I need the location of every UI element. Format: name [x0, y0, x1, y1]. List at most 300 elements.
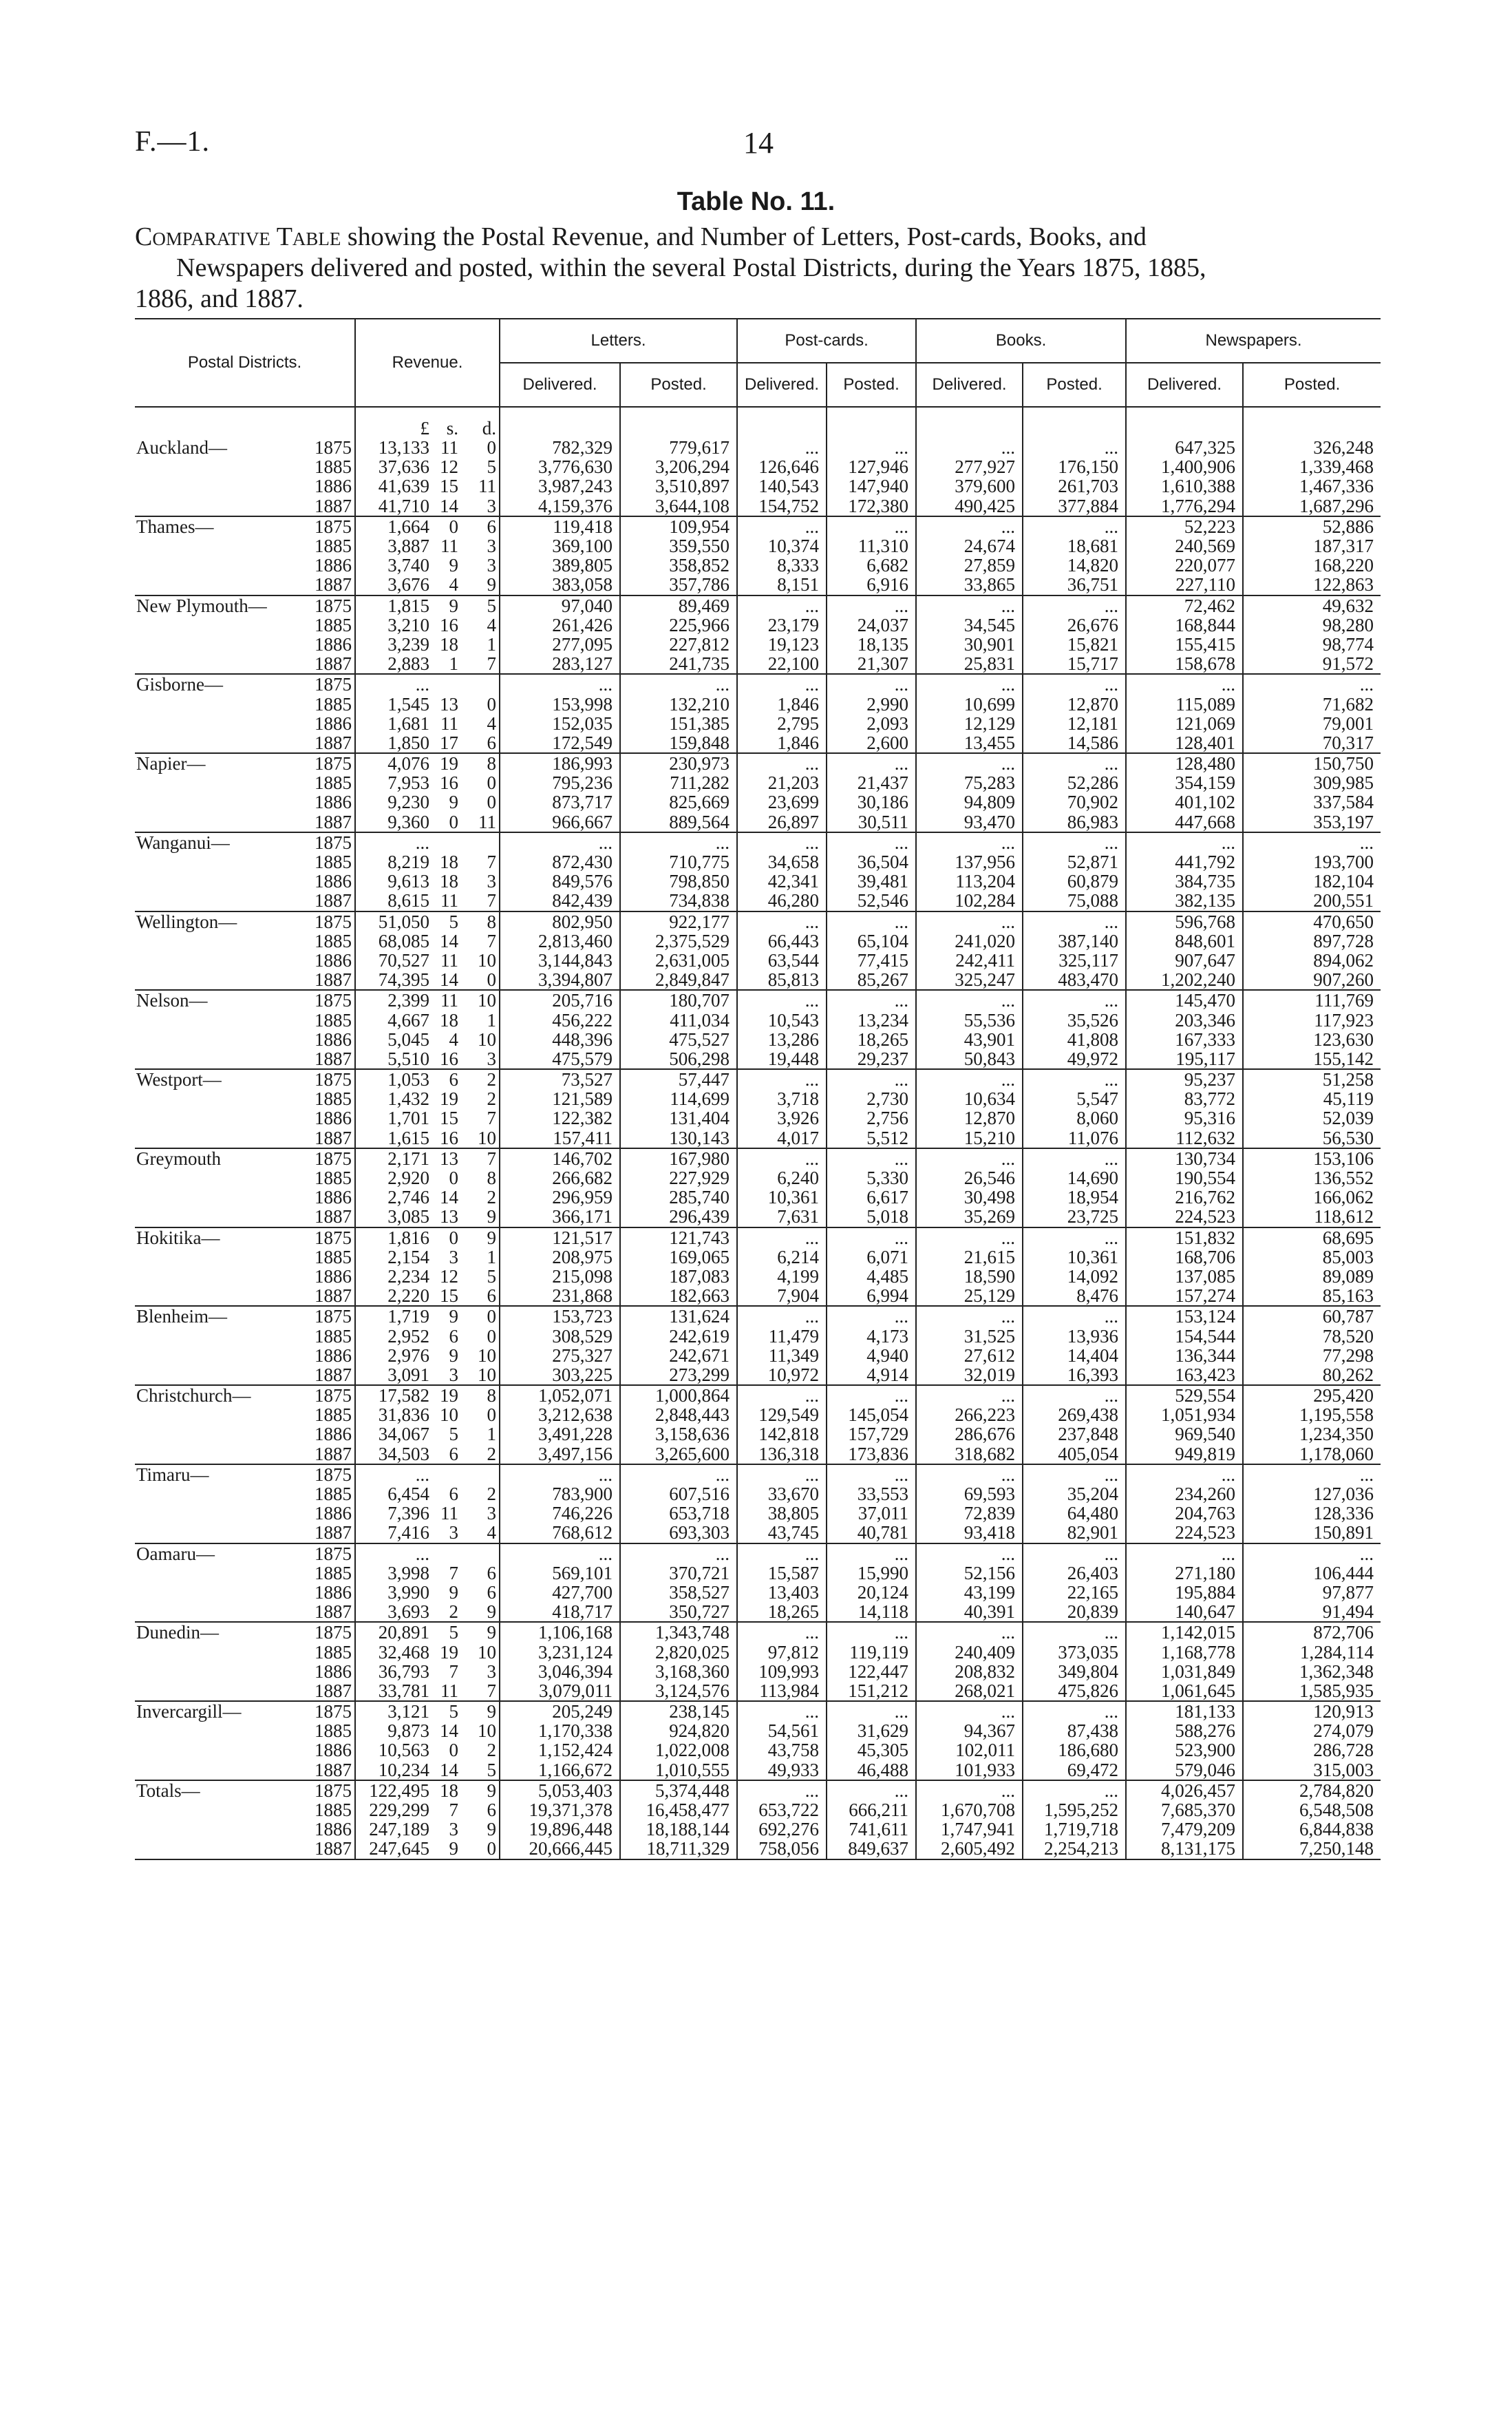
letters-delivered-cell: ... [500, 1464, 620, 1484]
letters-posted-cell: 187,083 [620, 1267, 737, 1286]
newspapers-posted-cell: 1,687,296 [1243, 496, 1381, 516]
newspapers-posted-cell: 326,248 [1243, 438, 1381, 457]
newspapers-posted-cell: 106,444 [1243, 1563, 1381, 1583]
year-cell: 1887 [300, 1128, 355, 1148]
year-cell: 1885 [315, 1404, 352, 1426]
district-name: Thames— [136, 516, 214, 537]
books-delivered-cell: 93,418 [916, 1523, 1023, 1543]
letters-posted-cell: 370,721 [620, 1563, 737, 1583]
revenue-pence-cell: 2 [487, 1088, 497, 1110]
books-posted-cell: ... [1023, 1622, 1126, 1642]
revenue-pounds-cell: 2,220 [355, 1286, 431, 1306]
revenue-pounds-cell: 2,154 [355, 1247, 431, 1267]
books-posted-cell: 12,181 [1023, 714, 1126, 733]
postcards-posted-cell: 173,836 [827, 1444, 916, 1464]
table-row [135, 714, 1381, 733]
table-row [135, 654, 1381, 674]
books-delivered-cell: 40,391 [916, 1602, 1023, 1622]
newspapers-posted-cell: 68,695 [1243, 1227, 1381, 1247]
district-cell [135, 1247, 300, 1267]
table-row [135, 1839, 1381, 1859]
postcards-delivered-cell: 97,812 [737, 1642, 827, 1661]
newspapers-posted-cell: 78,520 [1243, 1326, 1381, 1345]
postcards-delivered-cell: 692,276 [737, 1820, 827, 1839]
revenue-pence-cell: 0 [458, 970, 500, 990]
revenue-pence-cell: 9 [458, 1602, 500, 1622]
revenue-shillings-cell: 12 [440, 1265, 458, 1287]
books-delivered-cell: 490,425 [916, 496, 1023, 516]
books-delivered-cell: ... [916, 1464, 1023, 1484]
letters-posted-cell: 734,838 [620, 891, 737, 911]
revenue-pence-cell: 4 [458, 1523, 500, 1543]
year-cell: 1875 [315, 911, 352, 932]
letters-posted-cell: 653,718 [620, 1504, 737, 1523]
letters-posted-cell: 131,624 [620, 1306, 737, 1326]
books-posted-cell: 1,719,718 [1023, 1820, 1126, 1839]
revenue-shillings-cell: 14 [431, 496, 458, 516]
year-cell: 1886 [315, 1265, 352, 1287]
revenue-shillings-cell: 15 [440, 1108, 458, 1129]
postcards-posted-cell: 65,104 [827, 931, 916, 951]
header-postal-districts: Postal Districts. [135, 319, 355, 407]
newspapers-delivered-cell: 401,102 [1126, 792, 1243, 812]
revenue-pounds-cell: 5,045 [355, 1030, 431, 1049]
postcards-posted-cell: 2,600 [827, 733, 916, 753]
books-posted-cell: 52,871 [1023, 852, 1126, 872]
district-cell [135, 1523, 300, 1543]
year-cell: 1885 [315, 1641, 352, 1663]
newspapers-posted-cell: 71,682 [1243, 694, 1381, 713]
postcards-posted-cell: 4,173 [827, 1326, 916, 1345]
letters-delivered-cell: 1,152,424 [500, 1740, 620, 1760]
newspapers-posted-cell: 2,784,820 [1243, 1780, 1381, 1800]
revenue-shillings-cell: 14 [440, 1187, 458, 1208]
books-delivered-cell: 1,670,708 [916, 1800, 1023, 1820]
district-cell [135, 1010, 300, 1029]
table-row [135, 1444, 1381, 1464]
year-cell: 1885 [315, 614, 352, 635]
table-row [135, 1247, 1381, 1267]
revenue-pounds-cell: 1,432 [355, 1089, 431, 1108]
newspapers-posted-cell: 7,250,148 [1243, 1839, 1381, 1859]
letters-posted-cell: 2,848,443 [620, 1405, 737, 1424]
newspapers-delivered-cell: 4,026,457 [1126, 1780, 1243, 1800]
revenue-pence-cell: 7 [487, 852, 497, 873]
table-row [135, 674, 1381, 694]
letters-posted-cell: 3,158,636 [620, 1424, 737, 1444]
newspapers-delivered-cell: 154,544 [1126, 1326, 1243, 1345]
district-cell [135, 1365, 300, 1385]
books-delivered-cell: 102,284 [916, 891, 1023, 911]
table-row [135, 556, 1381, 575]
revenue-pence-cell: 5 [487, 595, 497, 616]
revenue-shillings-cell: 9 [449, 595, 458, 616]
books-delivered-cell: 31,525 [916, 1326, 1023, 1345]
postcards-posted-cell: 20,124 [827, 1583, 916, 1602]
year-cell: 1885 [315, 930, 352, 951]
letters-delivered-cell: 783,900 [500, 1484, 620, 1504]
postcards-delivered-cell: 26,897 [737, 812, 827, 832]
postcards-delivered-cell: ... [737, 595, 827, 615]
district-name: Totals— [136, 1780, 200, 1801]
books-delivered-cell: ... [916, 990, 1023, 1010]
revenue-pounds-cell: 9,873 [355, 1721, 431, 1740]
table-row [135, 635, 1381, 654]
revenue-pence-cell: 10 [478, 990, 497, 1011]
newspapers-delivered-cell: 1,051,934 [1126, 1405, 1243, 1424]
books-posted-cell: 14,404 [1023, 1346, 1126, 1365]
books-delivered-cell: 24,674 [916, 536, 1023, 556]
letters-posted-cell: 121,743 [620, 1227, 737, 1247]
letters-posted-cell: 1,343,748 [620, 1622, 737, 1642]
revenue-pence-cell: 9 [487, 1819, 497, 1840]
postcards-delivered-cell: 1,846 [737, 694, 827, 713]
district-cell [135, 476, 300, 496]
revenue-pence-cell: 5 [458, 1760, 500, 1780]
header-newspapers-posted: Posted. [1243, 363, 1381, 407]
postcards-delivered-cell: ... [737, 438, 827, 457]
revenue-pounds-cell: 122,495 [355, 1780, 431, 1800]
table-row [135, 595, 1381, 615]
postcards-posted-cell: 6,617 [827, 1188, 916, 1207]
letters-delivered-cell: 3,144,843 [500, 951, 620, 970]
newspapers-posted-cell: 353,197 [1243, 812, 1381, 832]
newspapers-posted-cell: 309,985 [1243, 773, 1381, 792]
revenue-pounds-cell: 41,710 [355, 496, 431, 516]
letters-delivered-cell: 3,987,243 [500, 476, 620, 496]
year-cell: 1886 [315, 1108, 352, 1129]
revenue-pounds-cell: 2,883 [355, 654, 431, 674]
unit-pounds: £ [355, 407, 431, 438]
revenue-shillings-cell [431, 1543, 458, 1563]
revenue-pence-cell [458, 832, 500, 852]
header-books-delivered: Delivered. [916, 363, 1023, 407]
books-posted-cell: 86,983 [1023, 812, 1126, 832]
revenue-shillings-cell: 11 [440, 536, 458, 557]
revenue-pence-cell: 7 [458, 891, 500, 911]
district-cell [135, 1267, 300, 1286]
postcards-delivered-cell: 7,631 [737, 1207, 827, 1227]
letters-delivered-cell: 121,589 [500, 1089, 620, 1108]
newspapers-delivered-cell: 354,159 [1126, 773, 1243, 792]
table-row [135, 1484, 1381, 1504]
newspapers-posted-cell: 1,467,336 [1243, 476, 1381, 496]
letters-posted-cell: 230,973 [620, 753, 737, 773]
postcards-delivered-cell: 66,443 [737, 931, 827, 951]
postcards-delivered-cell: 11,479 [737, 1326, 827, 1345]
letters-posted-cell: 710,775 [620, 852, 737, 872]
books-posted-cell: 87,438 [1023, 1721, 1126, 1740]
books-posted-cell: ... [1023, 516, 1126, 536]
letters-delivered-cell: 872,430 [500, 852, 620, 872]
letters-posted-cell: 167,980 [620, 1148, 737, 1168]
postcards-posted-cell: 18,135 [827, 635, 916, 654]
revenue-pence-cell: 0 [458, 1839, 500, 1859]
revenue-shillings-cell: 0 [431, 812, 458, 832]
district-cell [135, 457, 300, 476]
year-cell: 1885 [315, 1246, 352, 1267]
revenue-pence-cell: 9 [487, 1701, 497, 1722]
books-delivered-cell: 10,634 [916, 1089, 1023, 1108]
postcards-delivered-cell: 18,265 [737, 1602, 827, 1622]
letters-posted-cell: 358,527 [620, 1583, 737, 1602]
revenue-shillings-cell: 18 [440, 1780, 458, 1801]
books-delivered-cell: 277,927 [916, 457, 1023, 476]
revenue-pounds-cell: 3,887 [355, 536, 431, 556]
revenue-pence-cell: 6 [458, 1286, 500, 1306]
postcards-posted-cell: ... [827, 1385, 916, 1405]
letters-delivered-cell: 308,529 [500, 1326, 620, 1345]
year-cell: 1886 [315, 792, 352, 813]
revenue-shillings-cell: 0 [449, 516, 458, 537]
year-cell: 1885 [315, 772, 352, 794]
year-cell: 1887 [300, 1365, 355, 1385]
revenue-pounds-cell: ... [355, 1543, 431, 1563]
postcards-posted-cell: ... [827, 1464, 916, 1484]
year-cell: 1886 [315, 1660, 352, 1682]
letters-delivered-cell: 277,095 [500, 635, 620, 654]
year-cell: 1875 [315, 1543, 352, 1564]
books-delivered-cell: 27,859 [916, 556, 1023, 575]
letters-posted-cell: 411,034 [620, 1010, 737, 1029]
district-cell [135, 931, 300, 951]
year-cell: 1887 [300, 891, 355, 911]
revenue-pence-cell: 6 [487, 1581, 497, 1603]
letters-posted-cell: 798,850 [620, 872, 737, 891]
table-row [135, 1681, 1381, 1701]
postcards-delivered-cell: 43,758 [737, 1740, 827, 1760]
postcards-posted-cell: 741,611 [827, 1820, 916, 1839]
postcards-delivered-cell: 10,374 [737, 536, 827, 556]
postcards-delivered-cell: 63,544 [737, 951, 827, 970]
newspapers-posted-cell: 122,863 [1243, 575, 1381, 595]
books-posted-cell: 269,438 [1023, 1405, 1126, 1424]
table-row [135, 1128, 1381, 1148]
table-row [135, 1820, 1381, 1839]
books-delivered-cell: 18,590 [916, 1267, 1023, 1286]
newspapers-delivered-cell: 136,344 [1126, 1346, 1243, 1365]
revenue-shillings-cell: 16 [440, 614, 458, 635]
books-posted-cell: 8,060 [1023, 1108, 1126, 1128]
year-cell: 1875 [315, 753, 352, 774]
revenue-pounds-cell: 1,681 [355, 714, 431, 733]
postal-table-wrapper [135, 318, 1381, 1860]
district-name: Christchurch— [136, 1385, 251, 1406]
district-name: Wanganui— [136, 832, 230, 853]
revenue-pounds-cell: 68,085 [355, 931, 431, 951]
postcards-posted-cell: 4,914 [827, 1365, 916, 1385]
revenue-pounds-cell: 2,952 [355, 1326, 431, 1345]
books-posted-cell: ... [1023, 1701, 1126, 1721]
table-row [135, 1701, 1381, 1721]
revenue-shillings-cell: 17 [431, 733, 458, 753]
newspapers-delivered-cell: 203,346 [1126, 1010, 1243, 1029]
books-posted-cell: ... [1023, 1148, 1126, 1168]
revenue-pounds-cell: 4,076 [355, 753, 431, 773]
postcards-delivered-cell: 46,280 [737, 891, 827, 911]
books-posted-cell: ... [1023, 1464, 1126, 1484]
letters-delivered-cell: 475,579 [500, 1049, 620, 1069]
revenue-shillings-cell: 6 [449, 1325, 458, 1347]
books-posted-cell: 26,676 [1023, 615, 1126, 635]
revenue-pounds-cell: 3,121 [355, 1701, 431, 1721]
district-name: Hokitika— [136, 1227, 220, 1248]
postcards-delivered-cell: ... [737, 1701, 827, 1721]
revenue-shillings-cell: 7 [449, 1660, 458, 1682]
books-posted-cell: 15,717 [1023, 654, 1126, 674]
books-delivered-cell: 12,129 [916, 714, 1023, 733]
postcards-delivered-cell: ... [737, 990, 827, 1010]
books-posted-cell: 16,393 [1023, 1365, 1126, 1385]
newspapers-posted-cell: 123,630 [1243, 1030, 1381, 1049]
books-delivered-cell: 325,247 [916, 970, 1023, 990]
revenue-shillings-cell: 5 [449, 911, 458, 932]
district-name: Dunedin— [136, 1622, 219, 1643]
newspapers-delivered-cell: 1,142,015 [1126, 1622, 1243, 1642]
postcards-posted-cell: 119,119 [827, 1642, 916, 1661]
books-posted-cell: 405,054 [1023, 1444, 1126, 1464]
year-cell: 1875 [315, 990, 352, 1011]
newspapers-delivered-cell: 168,844 [1126, 615, 1243, 635]
caption-line1: showing the Postal Revenue, and Number of Letters, Post-cards, Books, and [341, 222, 1147, 251]
letters-posted-cell: 16,458,477 [620, 1800, 737, 1820]
header-postcards-posted: Posted. [827, 363, 916, 407]
letters-delivered-cell: 19,896,448 [500, 1820, 620, 1839]
district-cell [135, 1662, 300, 1681]
revenue-pence-cell [458, 1464, 500, 1484]
year-cell: 1886 [315, 1344, 352, 1366]
letters-posted-cell: 359,550 [620, 536, 737, 556]
table-row [135, 911, 1381, 931]
revenue-pence-cell: 2 [487, 1740, 497, 1761]
books-delivered-cell: 13,455 [916, 733, 1023, 753]
header-letters-delivered: Delivered. [500, 363, 620, 407]
newspapers-posted-cell: ... [1243, 832, 1381, 852]
books-posted-cell: 52,286 [1023, 773, 1126, 792]
district-cell [135, 852, 300, 872]
year-cell: 1886 [315, 1029, 352, 1050]
newspapers-posted-cell: 111,769 [1243, 990, 1381, 1010]
revenue-pence-cell: 3 [487, 871, 497, 892]
postcards-delivered-cell: 3,926 [737, 1108, 827, 1128]
books-delivered-cell: 113,204 [916, 872, 1023, 891]
postcards-posted-cell: 85,267 [827, 970, 916, 990]
postcards-posted-cell: 11,310 [827, 536, 916, 556]
books-delivered-cell: 94,367 [916, 1721, 1023, 1740]
letters-posted-cell: 2,820,025 [620, 1642, 737, 1661]
letters-delivered-cell: 172,549 [500, 733, 620, 753]
table-row [135, 1721, 1381, 1740]
year-cell: 1887 [300, 1681, 355, 1701]
postcards-posted-cell: ... [827, 990, 916, 1010]
newspapers-posted-cell: 166,062 [1243, 1188, 1381, 1207]
books-posted-cell: ... [1023, 1385, 1126, 1405]
newspapers-delivered-cell: 384,735 [1126, 872, 1243, 891]
letters-posted-cell: 241,735 [620, 654, 737, 674]
newspapers-delivered-cell: 216,762 [1126, 1188, 1243, 1207]
letters-posted-cell: ... [620, 1464, 737, 1484]
revenue-pence-cell: 9 [487, 1780, 497, 1801]
postcards-posted-cell: 52,546 [827, 891, 916, 911]
table-row [135, 1424, 1381, 1444]
revenue-pounds-cell: 51,050 [355, 911, 431, 931]
letters-posted-cell: 242,671 [620, 1346, 737, 1365]
header-revenue: Revenue. [355, 319, 500, 407]
postcards-delivered-cell: 126,646 [737, 457, 827, 476]
revenue-pounds-cell: 229,299 [355, 1800, 431, 1820]
revenue-pence-cell: 2 [487, 1187, 497, 1208]
newspapers-delivered-cell: 227,110 [1126, 575, 1243, 595]
year-cell: 1887 [300, 970, 355, 990]
revenue-pounds-cell: 33,781 [355, 1681, 431, 1701]
postcards-delivered-cell: ... [737, 1622, 827, 1642]
letters-posted-cell: 1,010,555 [620, 1760, 737, 1780]
district-cell [135, 496, 300, 516]
books-posted-cell: 483,470 [1023, 970, 1126, 990]
letters-delivered-cell: 2,813,460 [500, 931, 620, 951]
revenue-pounds-cell: 41,639 [355, 476, 431, 496]
books-posted-cell: 176,150 [1023, 457, 1126, 476]
newspapers-delivered-cell: 224,523 [1126, 1523, 1243, 1543]
district-cell [135, 1681, 300, 1701]
letters-delivered-cell: 389,805 [500, 556, 620, 575]
postcards-posted-cell: 77,415 [827, 951, 916, 970]
table-row [135, 1740, 1381, 1760]
district-cell [135, 733, 300, 753]
newspapers-delivered-cell: 7,685,370 [1126, 1800, 1243, 1820]
revenue-pence-cell: 10 [458, 1128, 500, 1148]
year-cell: 1887 [300, 1839, 355, 1859]
revenue-pounds-cell: ... [355, 674, 431, 694]
revenue-pounds-cell: 31,836 [355, 1405, 431, 1424]
books-posted-cell: ... [1023, 911, 1126, 931]
letters-delivered-cell: 3,491,228 [500, 1424, 620, 1444]
revenue-pounds-cell: 32,468 [355, 1642, 431, 1661]
letters-delivered-cell: 768,612 [500, 1523, 620, 1543]
district-cell [135, 773, 300, 792]
letters-delivered-cell: 303,225 [500, 1365, 620, 1385]
postcards-posted-cell: 30,186 [827, 792, 916, 812]
revenue-pounds-cell: 74,395 [355, 970, 431, 990]
revenue-pounds-cell: 5,510 [355, 1049, 431, 1069]
books-delivered-cell: ... [916, 438, 1023, 457]
postcards-delivered-cell: 43,745 [737, 1523, 827, 1543]
revenue-pounds-cell: 2,920 [355, 1168, 431, 1188]
revenue-pence-cell: 1 [487, 1246, 497, 1267]
newspapers-delivered-cell: 596,768 [1126, 911, 1243, 931]
postcards-delivered-cell: 13,286 [737, 1030, 827, 1049]
table-row [135, 1622, 1381, 1642]
letters-posted-cell: ... [620, 674, 737, 694]
letters-posted-cell: 711,282 [620, 773, 737, 792]
books-delivered-cell: ... [916, 595, 1023, 615]
letters-delivered-cell: 3,394,807 [500, 970, 620, 990]
letters-delivered-cell: 418,717 [500, 1602, 620, 1622]
postcards-delivered-cell: 4,017 [737, 1128, 827, 1148]
letters-delivered-cell: 20,666,445 [500, 1839, 620, 1859]
books-posted-cell: 186,680 [1023, 1740, 1126, 1760]
district-name: Blenheim— [136, 1306, 227, 1327]
letters-posted-cell: 114,699 [620, 1089, 737, 1108]
postcards-posted-cell: 127,946 [827, 457, 916, 476]
newspapers-delivered-cell: 137,085 [1126, 1267, 1243, 1286]
revenue-shillings-cell: 0 [449, 1740, 458, 1761]
letters-delivered-cell: 427,700 [500, 1583, 620, 1602]
revenue-pence-cell: 0 [487, 1404, 497, 1426]
revenue-pounds-cell: 9,360 [355, 812, 431, 832]
table-caption [135, 222, 1381, 315]
revenue-pence-cell: 6 [458, 733, 500, 753]
